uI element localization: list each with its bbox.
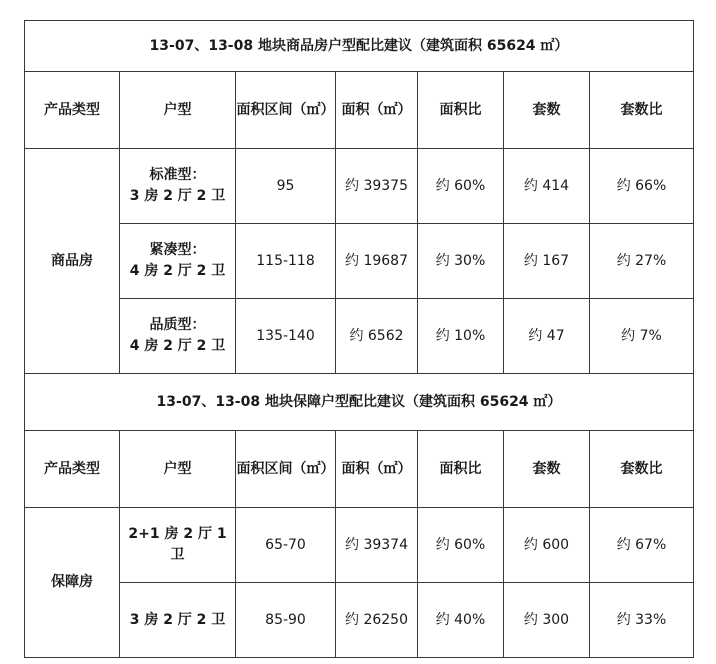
count-ratio-cell: 约 66% [590, 149, 694, 224]
table-row [25, 583, 694, 658]
header-row [25, 431, 694, 508]
unit-type-line: 标准型： [149, 167, 206, 183]
area-range-cell: 85-90 [236, 583, 336, 658]
count-cell: 约 300 [504, 583, 590, 658]
table-row [25, 224, 694, 299]
header-area-range: 面积区间（㎡） [236, 431, 336, 508]
area-range-cell: 95 [236, 149, 336, 224]
count-cell: 约 600 [504, 508, 590, 583]
area-ratio-cell: 约 60% [418, 508, 504, 583]
unit-type-cell: 3 房 2 厅 2 卫 [120, 583, 236, 658]
area-range-cell: 115-118 [236, 224, 336, 299]
unit-type-cell [120, 149, 236, 224]
count-cell: 约 47 [504, 299, 590, 374]
unit-type-cell: 2+1 房 2 厅 1 卫 [120, 508, 236, 583]
count-ratio-cell: 约 33% [590, 583, 694, 658]
count-ratio-cell: 约 27% [590, 224, 694, 299]
table-row [25, 149, 694, 224]
area-cell: 约 6562 [336, 299, 418, 374]
header-count-ratio: 套数比 [590, 72, 694, 149]
header-count: 套数 [504, 431, 590, 508]
product-type-cell: 商品房 [25, 149, 120, 374]
unit-type-line: 品质型： [149, 317, 206, 333]
area-ratio-cell: 约 60% [418, 149, 504, 224]
area-range-cell: 135-140 [236, 299, 336, 374]
count-cell: 约 167 [504, 224, 590, 299]
section-title: 13-07、13-08 地块商品房户型配比建议（建筑面积 65624 ㎡） [25, 21, 694, 72]
section-title-row [25, 374, 694, 431]
unit-type-line: 3 房 2 厅 2 卫 [129, 188, 226, 204]
table-row [25, 299, 694, 374]
header-count-ratio: 套数比 [590, 431, 694, 508]
section-title: 13-07、13-08 地块保障户型配比建议（建筑面积 65624 ㎡） [25, 374, 694, 431]
area-ratio-cell: 约 40% [418, 583, 504, 658]
header-area-ratio: 面积比 [418, 431, 504, 508]
header-area-range: 面积区间（㎡） [236, 72, 336, 149]
product-type-cell: 保障房 [25, 508, 120, 658]
unit-mix-table [24, 20, 694, 658]
unit-type-line: 4 房 2 厅 2 卫 [129, 338, 226, 354]
section-title-row [25, 21, 694, 72]
header-area-ratio: 面积比 [418, 72, 504, 149]
unit-type-line: 4 房 2 厅 2 卫 [129, 263, 226, 279]
table-row [25, 508, 694, 583]
header-product-type: 产品类型 [25, 72, 120, 149]
unit-type-cell [120, 299, 236, 374]
header-count: 套数 [504, 72, 590, 149]
area-cell: 约 39374 [336, 508, 418, 583]
header-area: 面积（㎡） [336, 72, 418, 149]
count-ratio-cell: 约 67% [590, 508, 694, 583]
count-ratio-cell: 约 7% [590, 299, 694, 374]
unit-type-line: 紧凑型： [149, 242, 206, 258]
area-cell: 约 19687 [336, 224, 418, 299]
header-row [25, 72, 694, 149]
header-unit-type: 户型 [120, 72, 236, 149]
header-product-type: 产品类型 [25, 431, 120, 508]
unit-type-cell [120, 224, 236, 299]
header-area: 面积（㎡） [336, 431, 418, 508]
header-unit-type: 户型 [120, 431, 236, 508]
area-range-cell: 65-70 [236, 508, 336, 583]
area-ratio-cell: 约 10% [418, 299, 504, 374]
count-cell: 约 414 [504, 149, 590, 224]
area-cell: 约 39375 [336, 149, 418, 224]
area-cell: 约 26250 [336, 583, 418, 658]
area-ratio-cell: 约 30% [418, 224, 504, 299]
